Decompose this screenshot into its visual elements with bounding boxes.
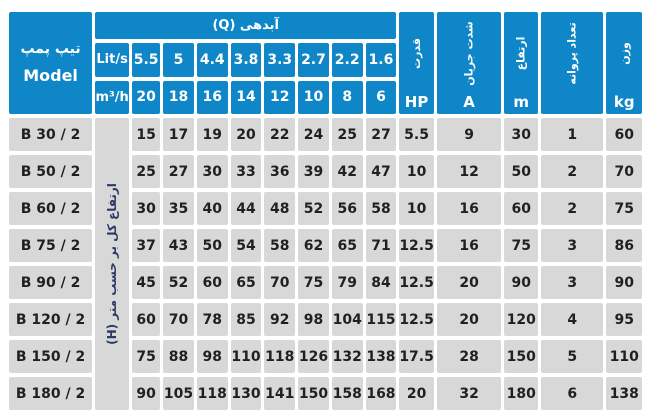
current-label: شدت جریان xyxy=(462,20,476,86)
flow-cell: 85 xyxy=(231,303,262,336)
impeller-count-cell: 1 xyxy=(541,118,603,151)
weight-unit: kg xyxy=(613,93,635,111)
flow-value-header: 16 xyxy=(197,81,228,114)
flow-cell: 44 xyxy=(231,192,262,225)
flow-value-header: 6 xyxy=(366,81,397,114)
flow-cell: 150 xyxy=(298,377,329,410)
flow-cell: 42 xyxy=(332,155,363,188)
current-cell: 16 xyxy=(437,192,501,225)
power-label: قدرت xyxy=(410,37,424,69)
flow-cell: 48 xyxy=(264,192,295,225)
power-column-header xyxy=(399,12,434,114)
head-cell: 150 xyxy=(504,340,538,373)
current-cell: 16 xyxy=(437,229,501,262)
flow-cell: 50 xyxy=(197,229,228,262)
model-column-header xyxy=(9,12,92,114)
flow-unit-m3-h: m³/h xyxy=(95,81,129,114)
head-unit: m xyxy=(513,93,530,111)
weight-cell: 70 xyxy=(606,155,642,188)
weight-cell: 75 xyxy=(606,192,642,225)
flow-cell: 70 xyxy=(264,266,295,299)
flow-value-header: 14 xyxy=(231,81,262,114)
flow-cell: 30 xyxy=(197,155,228,188)
table-row xyxy=(9,118,642,151)
flow-cell: 65 xyxy=(332,229,363,262)
head-cell: 120 xyxy=(504,303,538,336)
flow-cell: 17 xyxy=(163,118,194,151)
power-cell: 12.5 xyxy=(399,266,434,299)
weight-cell: 138 xyxy=(606,377,642,410)
impeller-count-cell: 3 xyxy=(541,266,603,299)
flow-cell: 60 xyxy=(132,303,160,336)
model-header-farsi: تیپ پمپ xyxy=(20,40,81,57)
flow-cell: 138 xyxy=(366,340,397,373)
flow-cell: 65 xyxy=(231,266,262,299)
power-cell: 5.5 xyxy=(399,118,434,151)
flow-cell: 19 xyxy=(197,118,228,151)
flow-cell: 75 xyxy=(298,266,329,299)
flow-cell: 56 xyxy=(332,192,363,225)
flow-cell: 22 xyxy=(264,118,295,151)
weight-label: وزن xyxy=(617,41,631,65)
table-body xyxy=(9,118,642,410)
model-cell: B 50 / 2 xyxy=(9,155,92,188)
flow-cell: 118 xyxy=(197,377,228,410)
flow-cell: 43 xyxy=(163,229,194,262)
flow-cell: 27 xyxy=(163,155,194,188)
flow-cell: 54 xyxy=(231,229,262,262)
power-cell: 20 xyxy=(399,377,434,410)
flow-cell: 126 xyxy=(298,340,329,373)
power-cell: 12.5 xyxy=(399,303,434,336)
flow-cell: 78 xyxy=(197,303,228,336)
flow-cell: 58 xyxy=(264,229,295,262)
model-cell: B 90 / 2 xyxy=(9,266,92,299)
model-cell: B 180 / 2 xyxy=(9,377,92,410)
power-cell: 17.5 xyxy=(399,340,434,373)
table-header xyxy=(9,12,642,114)
flow-cell: 79 xyxy=(332,266,363,299)
flow-cell: 58 xyxy=(366,192,397,225)
head-cell: 60 xyxy=(504,192,538,225)
flow-value-header: 5 xyxy=(163,43,194,76)
power-unit: HP xyxy=(404,93,429,111)
flow-value-header: 1.6 xyxy=(366,43,397,76)
model-cell: B 120 / 2 xyxy=(9,303,92,336)
flow-cell: 35 xyxy=(163,192,194,225)
weight-cell: 110 xyxy=(606,340,642,373)
current-cell: 12 xyxy=(437,155,501,188)
flow-cell: 70 xyxy=(163,303,194,336)
head-cell: 50 xyxy=(504,155,538,188)
model-cell: B 60 / 2 xyxy=(9,192,92,225)
flow-cell: 25 xyxy=(132,155,160,188)
flow-value-header: 10 xyxy=(298,81,329,114)
flow-cell: 130 xyxy=(231,377,262,410)
flow-cell: 110 xyxy=(231,340,262,373)
weight-cell: 90 xyxy=(606,266,642,299)
total-head-side-label-cell xyxy=(95,118,129,410)
flow-cell: 71 xyxy=(366,229,397,262)
weight-cell: 95 xyxy=(606,303,642,336)
flow-value-header: 18 xyxy=(163,81,194,114)
flow-cell: 20 xyxy=(231,118,262,151)
power-cell: 10 xyxy=(399,155,434,188)
flow-cell: 62 xyxy=(298,229,329,262)
flow-cell: 25 xyxy=(332,118,363,151)
flow-cell: 47 xyxy=(366,155,397,188)
model-cell: B 30 / 2 xyxy=(9,118,92,151)
total-head-side-label: ارتفاع کل بر حسب متر (H) xyxy=(105,183,120,345)
flow-cell: 39 xyxy=(298,155,329,188)
flow-cell: 118 xyxy=(264,340,295,373)
flow-value-header: 3.3 xyxy=(264,43,295,76)
model-cell: B 150 / 2 xyxy=(9,340,92,373)
current-cell: 9 xyxy=(437,118,501,151)
impeller-count-cell: 3 xyxy=(541,229,603,262)
flow-value-header: 2.2 xyxy=(332,43,363,76)
flow-value-header: 8 xyxy=(332,81,363,114)
flow-cell: 168 xyxy=(366,377,397,410)
flow-cell: 24 xyxy=(298,118,329,151)
impeller-count-cell: 6 xyxy=(541,377,603,410)
model-header-english: Model xyxy=(23,65,78,85)
head-cell: 75 xyxy=(504,229,538,262)
flow-cell: 27 xyxy=(366,118,397,151)
impeller-count-cell: 4 xyxy=(541,303,603,336)
power-cell: 10 xyxy=(399,192,434,225)
head-cell: 90 xyxy=(504,266,538,299)
flow-cell: 98 xyxy=(197,340,228,373)
pump-table xyxy=(6,8,645,414)
head-cell: 180 xyxy=(504,377,538,410)
weight-cell: 86 xyxy=(606,229,642,262)
flow-unit-lit-s: Lit/s xyxy=(95,43,129,76)
current-cell: 32 xyxy=(437,377,501,410)
flow-value-header: 5.5 xyxy=(132,43,160,76)
flow-cell: 92 xyxy=(264,303,295,336)
flow-cell: 141 xyxy=(264,377,295,410)
flow-cell: 104 xyxy=(332,303,363,336)
flow-value-header: 4.4 xyxy=(197,43,228,76)
current-cell: 20 xyxy=(437,266,501,299)
head-cell: 30 xyxy=(504,118,538,151)
impeller-count-column-header xyxy=(541,12,603,114)
weight-column-header xyxy=(606,12,642,114)
flow-cell: 132 xyxy=(332,340,363,373)
current-unit: A xyxy=(463,93,475,111)
flow-value-header: 20 xyxy=(132,81,160,114)
flow-cell: 15 xyxy=(132,118,160,151)
flow-cell: 90 xyxy=(132,377,160,410)
flow-rate-header: آبدهی (Q) xyxy=(95,12,396,39)
flow-value-header: 12 xyxy=(264,81,295,114)
current-cell: 20 xyxy=(437,303,501,336)
weight-cell: 60 xyxy=(606,118,642,151)
flow-cell: 52 xyxy=(163,266,194,299)
flow-cell: 88 xyxy=(163,340,194,373)
flow-cell: 30 xyxy=(132,192,160,225)
flow-cell: 37 xyxy=(132,229,160,262)
flow-cell: 158 xyxy=(332,377,363,410)
flow-cell: 84 xyxy=(366,266,397,299)
flow-value-header: 2.7 xyxy=(298,43,329,76)
impeller-count-cell: 5 xyxy=(541,340,603,373)
current-cell: 28 xyxy=(437,340,501,373)
impeller-count-cell: 2 xyxy=(541,192,603,225)
flow-cell: 33 xyxy=(231,155,262,188)
head-column-header xyxy=(504,12,538,114)
flow-cell: 60 xyxy=(197,266,228,299)
model-cell: B 75 / 2 xyxy=(9,229,92,262)
flow-cell: 36 xyxy=(264,155,295,188)
power-cell: 12.5 xyxy=(399,229,434,262)
impeller-count-cell: 2 xyxy=(541,155,603,188)
flow-cell: 98 xyxy=(298,303,329,336)
impeller-count-label: تعداد پروانه xyxy=(565,21,579,85)
head-label: ارتفاع xyxy=(514,36,528,70)
current-column-header xyxy=(437,12,501,114)
flow-cell: 105 xyxy=(163,377,194,410)
flow-cell: 75 xyxy=(132,340,160,373)
flow-value-header: 3.8 xyxy=(231,43,262,76)
flow-cell: 45 xyxy=(132,266,160,299)
flow-cell: 40 xyxy=(197,192,228,225)
flow-cell: 52 xyxy=(298,192,329,225)
flow-cell: 115 xyxy=(366,303,397,336)
